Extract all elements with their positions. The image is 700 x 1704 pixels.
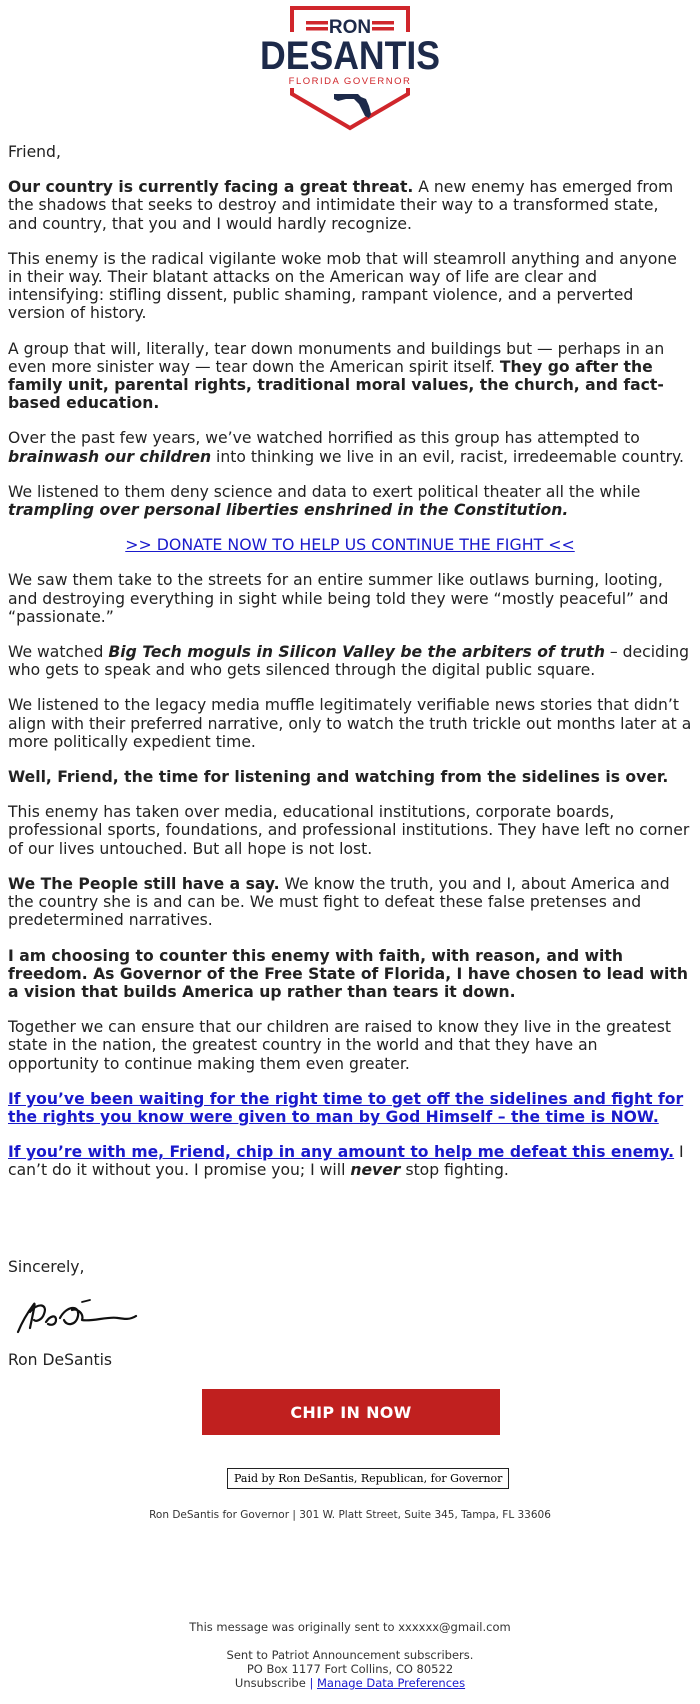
p1-text: A new enemy has emerged from the shadows that seeks to destroy and intimidate their way to a transformed state, and country, that you and I would hardly recognize. [8, 178, 674, 233]
p1-bold: Our country is currently facing a great threat. [8, 178, 414, 197]
chip-in-now-button[interactable]: CHIP IN NOW [202, 1389, 500, 1435]
paragraph-4 [8, 429, 692, 465]
paragraph-12: I am choosing to counter this enemy with faith, with reason, and with freedom. As Governor of the Free State of Florida, I have chosen to lead with a vision that builds America up rather than tears it down. [8, 946, 688, 1001]
paragraph-2: This enemy is the radical vigilante woke mob that will steamroll anything and anyone in their way. Their blatant attacks on the American way of life are clear and intensifying: stifling dissent, public shaming, rampant violence, and a perverted version of history. [8, 249, 677, 323]
footer [0, 1620, 700, 1690]
footer-separator: | [309, 1676, 314, 1690]
donate-now-link[interactable]: >> DONATE NOW TO HELP US CONTINUE THE FIGHT << [125, 535, 575, 555]
p11-bold: We The People still have a say. [8, 874, 280, 893]
po-box-line: PO Box 1177 Fort Collins, CO 80522 [246, 1662, 454, 1676]
p15-emphasis: never [350, 1161, 401, 1180]
p5-emphasis: trampling over personal liberties enshrined in the Constitution. [8, 501, 569, 520]
signature [12, 1292, 152, 1340]
manage-preferences-link[interactable]: Manage Data Preferences [317, 1676, 466, 1690]
greeting: Friend, [8, 143, 61, 161]
paragraph-14 [8, 1090, 692, 1126]
sent-to-line: This message was originally sent to xxxxxx@gmail.com [189, 1620, 511, 1634]
paragraph-11 [8, 875, 692, 930]
p4-text-a: Over the past few years, we’ve watched horrified as this group has attempted to [8, 429, 640, 448]
logo-top-line: RON [328, 17, 372, 38]
donate-link-row [8, 536, 692, 554]
p15-text-b: stop fighting. [400, 1161, 509, 1180]
signer-name: Ron DeSantis [8, 1351, 113, 1369]
logo-name: DESANTIS [260, 34, 440, 78]
footer-links [0, 1676, 700, 1690]
p15-text-a: I can’t do it without you. I promise you; I will [8, 1143, 684, 1180]
subscribers-line: Sent to Patriot Announcement subscribers. [226, 1648, 474, 1662]
paragraph-10: This enemy has taken over media, educational institutions, corporate boards, professional sports, foundations, and professional institutions. They have left no corner of our lives untouched. But all hope is not lost. [8, 803, 690, 858]
unsubscribe-link[interactable]: Unsubscribe [234, 1676, 306, 1690]
paragraph-15 [8, 1143, 692, 1179]
paragraph-9: Well, Friend, the time for listening and watching from the sidelines is over. [8, 768, 669, 787]
p5-text: We listened to them deny science and data to exert political theater all the while [8, 482, 641, 501]
p7-text-a: We watched [8, 643, 109, 662]
paragraph-13: Together we can ensure that our children are raised to know they live in the greatest state in the nation, the greatest country in the world and that they have an opportunity to continue making them even greater. [8, 1018, 672, 1073]
email-body [8, 143, 692, 1197]
chip-in-link[interactable]: If you’re with me, Friend, chip in any amount to help me defeat this enemy. [8, 1143, 675, 1162]
p11-text: We know the truth, you and I, about America and the country she is and can be. We must fight to defeat these false pretenses and predetermined narratives. [8, 874, 670, 930]
paragraph-6: We saw them take to the streets for an entire summer like outlaws burning, looting, and destroying everything in sight while being told they were “mostly peaceful” and “passionate.” [8, 571, 669, 626]
sidelines-link[interactable]: If you’ve been waiting for the right time to get off the sidelines and fight for the rights you know were given to man by God Himself – the time is NOW. [8, 1089, 684, 1126]
closing: Sincerely, [8, 1258, 85, 1276]
p4-text-b: into thinking we live in an evil, racist, irredeemable country. [211, 447, 685, 466]
paragraph-8: We listened to the legacy media muffle legitimately verifiable news stories that didn’t align with their preferred narrative, only to watch the truth trickle out months later at a more politically expedient time. [8, 696, 692, 751]
paragraph-7 [8, 643, 692, 679]
p7-emphasis: Big Tech moguls in Silicon Valley be the arbiters of truth [108, 643, 605, 662]
p3-text: A group that will, literally, tear down monuments and buildings but — perhaps in an even more sinister way — tear down the American spirit itself. [8, 339, 665, 376]
florida-icon [334, 94, 371, 118]
paid-by-disclaimer: Paid by Ron DeSantis, Republican, for Governor [227, 1468, 509, 1489]
paragraph-3 [8, 340, 692, 413]
p4-emphasis: brainwash our children [8, 447, 212, 466]
p3-bold: They go after the family unit, parental rights, traditional moral values, the church, and fact-based education. [8, 357, 664, 413]
desantis-logo [248, 6, 452, 132]
paragraph-1 [8, 178, 692, 233]
logo-subtitle: FLORIDA GOVERNOR [288, 76, 412, 87]
paragraph-5 [8, 483, 692, 519]
p7-text-b: – deciding who gets to speak and who gets silenced through the digital public square. [8, 643, 690, 680]
committee-address: Ron DeSantis for Governor | 301 W. Platt Street, Suite 345, Tampa, FL 33606 [149, 1509, 551, 1521]
